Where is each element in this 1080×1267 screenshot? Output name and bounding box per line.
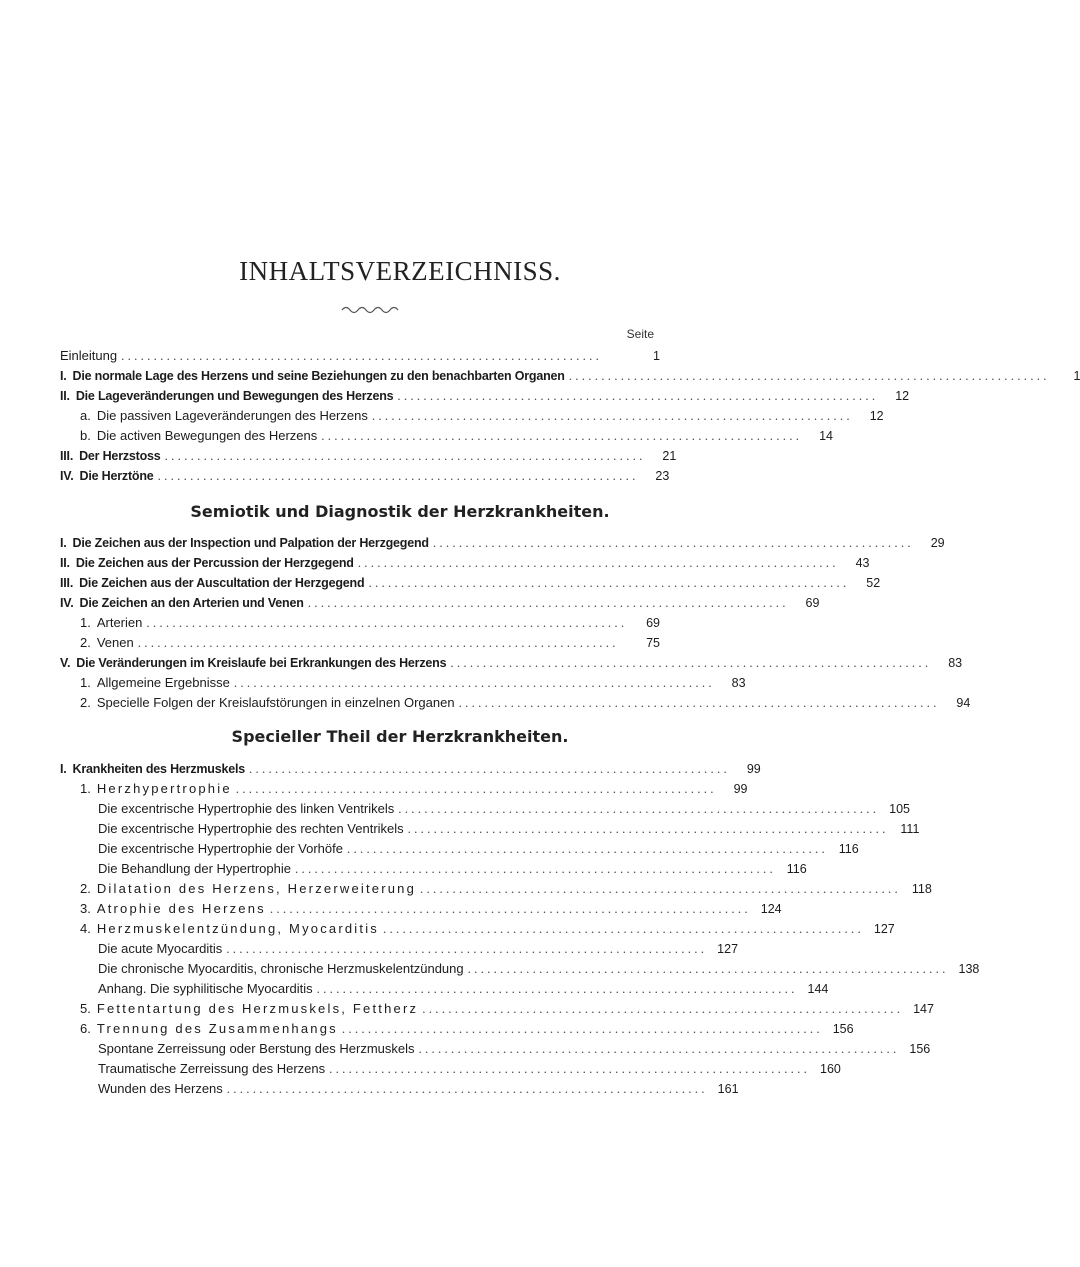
toc-entry[interactable] [60, 386, 910, 406]
toc-entry-number: 2. [80, 881, 91, 896]
dot-leader [368, 573, 846, 593]
toc-entry[interactable] [80, 426, 834, 446]
toc-entry-title: Die Zeichen aus der Percussion der Herzgegend [75, 556, 354, 570]
toc-entry-page: 116 [838, 842, 859, 856]
toc-entry[interactable] [98, 839, 859, 859]
toc-entry[interactable] [80, 633, 660, 653]
toc-entry[interactable] [60, 533, 945, 553]
toc-entry-title: Die excentrische Hypertrophie des linken Ventrikels [98, 801, 395, 816]
toc-entry[interactable] [80, 673, 746, 693]
toc-entry-page: 138 [958, 962, 980, 976]
toc-entry-number: II. [60, 556, 70, 570]
dot-leader [433, 533, 911, 553]
toc-entry[interactable] [60, 366, 1080, 386]
toc-entry-page: 14 [819, 429, 834, 443]
dot-leader [569, 366, 1047, 386]
toc-entry[interactable] [80, 919, 895, 939]
toc-entry[interactable] [60, 759, 761, 779]
dot-leader [158, 466, 636, 486]
dot-leader [398, 799, 876, 819]
toc-entry-page: 83 [948, 656, 963, 670]
toc-entry[interactable] [80, 999, 934, 1019]
toc-entry-page: 127 [717, 942, 739, 956]
toc-entry-title: Die passiven Lageveränderungen des Herzens [96, 408, 368, 423]
dot-leader [138, 633, 626, 653]
toc-entry-title: Die activen Bewegungen des Herzens [96, 428, 318, 443]
toc-entry[interactable] [98, 819, 920, 839]
toc-entry-title: Die Zeichen aus der Inspection und Palpation der Herzgegend [72, 536, 429, 550]
toc-entry-number: a. [80, 408, 91, 423]
dot-leader [329, 1059, 807, 1079]
toc-entry-page: 1 [1073, 369, 1080, 383]
toc-entry[interactable] [60, 466, 670, 486]
toc-entry-page: 12 [895, 389, 910, 403]
dot-leader [227, 1079, 705, 1099]
toc-entry-page: 147 [913, 1002, 934, 1016]
toc-entry[interactable] [60, 593, 820, 613]
toc-entry-title: Traumatische Zerreissung des Herzens [98, 1061, 326, 1076]
toc-entry[interactable] [80, 693, 971, 713]
toc-entry-page: 124 [760, 902, 782, 916]
toc-entry-title: Specielle Folgen der Kreislaufstörungen in einzelnen Organen [96, 695, 455, 710]
toc-entry-title: Arterien [96, 615, 143, 630]
toc-entry-page: 156 [909, 1042, 931, 1056]
toc-entry-page: 75 [646, 636, 660, 650]
toc-entry-page: 144 [807, 982, 829, 996]
toc-entry-page: 21 [662, 449, 677, 463]
toc-entry-page: 99 [746, 762, 761, 776]
dot-leader [249, 759, 727, 779]
toc-entry-title: Die acute Myocarditis [98, 941, 223, 956]
toc-entry-page: 69 [805, 596, 820, 610]
dot-leader [372, 406, 850, 426]
page-column-label: Seite [626, 327, 654, 341]
toc-entry[interactable] [98, 1079, 739, 1099]
toc-entry-number: 2. [80, 695, 91, 710]
toc-entry-page: 52 [866, 576, 881, 590]
toc-entry[interactable] [60, 553, 870, 573]
toc-entry-page: 156 [832, 1022, 854, 1036]
toc-entry[interactable] [80, 406, 884, 426]
dot-leader [450, 653, 928, 673]
toc-entry[interactable] [80, 613, 660, 633]
toc-entry[interactable] [80, 899, 782, 919]
toc-entry-title: Einleitung [60, 348, 118, 363]
toc-entry[interactable] [60, 573, 881, 593]
dot-leader [308, 593, 786, 613]
toc-entry-title: Die Zeichen an den Arterien und Venen [79, 596, 304, 610]
toc-entry[interactable] [98, 979, 829, 999]
toc-entry-page: 160 [820, 1062, 841, 1076]
toc-entry[interactable] [80, 1019, 854, 1039]
toc-entry-page: 83 [731, 676, 746, 690]
toc-entry-number: III. [60, 576, 74, 590]
toc-entry-page: 69 [646, 616, 660, 630]
toc-entry-title: Trennung des Zusammenhangs [96, 1021, 338, 1036]
dot-leader [321, 426, 799, 446]
toc-entry-number: 2. [80, 635, 91, 650]
toc-entry-number: I. [60, 762, 67, 776]
dot-leader [397, 386, 875, 406]
dot-leader [226, 939, 704, 959]
toc-entry-page: 161 [717, 1082, 739, 1096]
toc-entry[interactable] [98, 939, 739, 959]
dot-leader [420, 879, 898, 899]
dot-leader [295, 859, 773, 879]
toc-entry-page: 43 [855, 556, 870, 570]
toc-entry[interactable] [98, 1039, 931, 1059]
toc-entry-page: 118 [911, 882, 932, 896]
toc-entry-title: Fettentartung des Herzmuskels, Fettherz [96, 1001, 419, 1016]
toc-entry-title: Die normale Lage des Herzens und seine Beziehungen zu den benachbarten Organen [72, 369, 565, 383]
toc-entry[interactable] [80, 779, 748, 799]
dot-leader [468, 959, 946, 979]
toc-entry-number: b. [80, 428, 91, 443]
toc-entry-page: 111 [900, 822, 920, 836]
dot-leader [165, 446, 643, 466]
dot-leader [146, 613, 626, 633]
toc-entry[interactable] [60, 346, 660, 366]
toc-entry-page: 12 [869, 409, 884, 423]
toc-entry-title: Die Lageveränderungen und Bewegungen des Herzens [75, 389, 394, 403]
toc-entry-page: 127 [873, 922, 895, 936]
toc-entry-title: Dilatation des Herzens, Herzerweiterung [96, 881, 417, 896]
dot-leader [347, 839, 825, 859]
toc-entry-title: Wunden des Herzens [98, 1081, 223, 1096]
toc-entry-title: Die Behandlung der Hypertrophie [98, 861, 291, 876]
dot-leader [419, 1039, 897, 1059]
section-heading: Semiotik und Diagnostik der Herzkrankheiten. [190, 502, 610, 521]
toc-entry[interactable] [60, 446, 677, 466]
dot-leader [459, 693, 937, 713]
section-heading: Specieller Theil der Herzkrankheiten. [231, 727, 569, 746]
dot-leader [383, 919, 861, 939]
toc-entry-title: Krankheiten des Herzmuskels [72, 762, 245, 776]
toc-entry-page: 94 [956, 696, 971, 710]
toc-entry-title: Anhang. Die syphilitische Myocarditis [98, 981, 313, 996]
dot-leader [358, 553, 836, 573]
dot-leader [408, 819, 886, 839]
toc-entry-number: V. [60, 656, 71, 670]
toc-entry-title: Die Veränderungen im Kreislaufe bei Erkrankungen des Herzens [76, 656, 447, 670]
toc-entry-number: IV. [60, 596, 74, 610]
toc-entry-title: Atrophie des Herzens [96, 901, 266, 916]
toc-entry-number: 1. [80, 675, 91, 690]
toc-entry-page: 1 [653, 349, 660, 363]
dot-leader [121, 346, 626, 366]
toc-entry-page: 29 [930, 536, 945, 550]
toc-entry-title: Herzhypertrophie [96, 781, 232, 796]
toc-entry-title: Die Zeichen aus der Auscultation der Herzgegend [79, 576, 365, 590]
dot-leader [236, 779, 714, 799]
toc-entry-number: I. [60, 536, 67, 550]
toc-entry-number: 5. [80, 1001, 91, 1016]
toc-entry[interactable] [80, 879, 932, 899]
toc-entry-number: 1. [80, 615, 91, 630]
toc-entry-page: 105 [889, 802, 911, 816]
toc-entry-number: 6. [80, 1021, 91, 1036]
toc-entry-number: IV. [60, 469, 74, 483]
toc-entry-number: 1. [80, 781, 91, 796]
toc-entry-number: II. [60, 389, 70, 403]
dot-leader [317, 979, 795, 999]
dot-leader [270, 899, 748, 919]
dot-leader [234, 673, 712, 693]
ornament-wave-icon [340, 304, 400, 314]
dot-leader [342, 1019, 820, 1039]
toc-entry-number: I. [60, 369, 67, 383]
toc-entry-title: Allgemeine Ergebnisse [96, 675, 230, 690]
toc-entry-page: 23 [655, 469, 670, 483]
toc-entry[interactable] [98, 799, 911, 819]
page-title: INHALTSVERZEICHNISS. [239, 256, 561, 286]
toc-entry-title: Der Herzstoss [79, 449, 161, 463]
toc-entry[interactable] [98, 859, 807, 879]
dot-leader [422, 999, 900, 1019]
toc-entry-number: III. [60, 449, 74, 463]
toc-entry-title: Die excentrische Hypertrophie des rechten Ventrikels [98, 821, 404, 836]
toc-entry-title: Venen [96, 635, 134, 650]
toc-entry-title: Die chronische Myocarditis, chronische Herzmuskelentzündung [98, 961, 464, 976]
toc-entry-title: Die excentrische Hypertrophie der Vorhöfe [98, 841, 343, 856]
toc-entry-title: Herzmuskelentzündung, Myocarditis [96, 921, 379, 936]
toc-entry-page: 99 [733, 782, 748, 796]
toc-entry-number: 4. [80, 921, 91, 936]
toc-entry-page: 116 [786, 862, 807, 876]
toc-entry[interactable] [98, 1059, 841, 1079]
toc-entry[interactable] [98, 959, 980, 979]
toc-entry-title: Spontane Zerreissung oder Berstung des Herzmuskels [98, 1041, 415, 1056]
toc-entry-number: 3. [80, 901, 91, 916]
toc-entry[interactable] [60, 653, 963, 673]
toc-entry-title: Die Herztöne [79, 469, 154, 483]
